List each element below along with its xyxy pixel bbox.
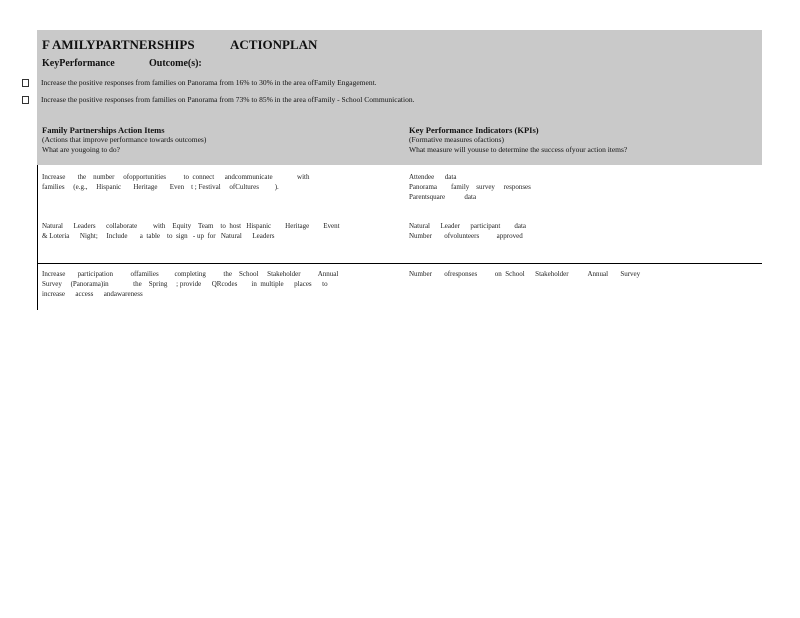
table-left-border [37, 165, 38, 310]
table-row-divider [37, 263, 762, 264]
bullet-box-icon [22, 79, 29, 87]
action-item-3: Increase participation offamilies completing the School Stakeholder Annual Survey (Panorama)in the Spring ; provide QRcodes in multiple places to increase access andawareness [42, 270, 339, 298]
action-items-subtitle-2: What are yougoing to do? [42, 145, 120, 154]
kpo-left: KeyPerformance [42, 58, 115, 69]
kpo-right: Outcome(s): [149, 58, 202, 69]
kpi-subtitle-1: (Formative measures ofactions) [409, 135, 504, 144]
action-items-title: Family Partnerships Action Items [42, 125, 165, 135]
title-right: ACTIONPLAN [230, 37, 318, 52]
action-items-subtitle-1: (Actions that improve performance towards outcomes) [42, 135, 207, 144]
outcome-bullet-2 [22, 95, 414, 104]
action-item-1: Increase the number ofopportunities to connect andcommunicate with families (e.g., Hispanic Heritage Even t ; Festival ofCultures ). [42, 173, 310, 191]
title-left: F AMILYPARTNERSHIPS [42, 37, 195, 52]
kpi-3: Number ofresponses on School Stakeholder Annual Survey [409, 270, 641, 278]
bullet-box-icon [22, 96, 29, 104]
kpi-title: Key Performance Indicators (KPIs) [409, 125, 539, 135]
kpi-1: Attendee data Panorama family survey responses Parentsquare data [409, 173, 531, 201]
action-items-header [42, 125, 206, 155]
outcome-text: Increase the positive responses from families on Panorama from 16% to 30% in the area ofFamily Engagement. [41, 78, 377, 87]
outcome-text: Increase the positive responses from families on Panorama from 73% to 85% in the area ofFamily - School Communication. [41, 95, 415, 104]
kpi-header [409, 125, 627, 155]
kpi-subtitle-2: What measure will youuse to determine the success ofyour action items? [409, 145, 628, 154]
outcome-bullet-1 [22, 78, 377, 87]
kpi-2: Natural Leader participant data Number ofvolunteers approved [409, 222, 527, 240]
action-item-2: Natural Leaders collaborate with Equity Team to host Hispanic Heritage Event & Loteria Night; Include a table to sign - up for Natural Leaders [42, 222, 340, 240]
